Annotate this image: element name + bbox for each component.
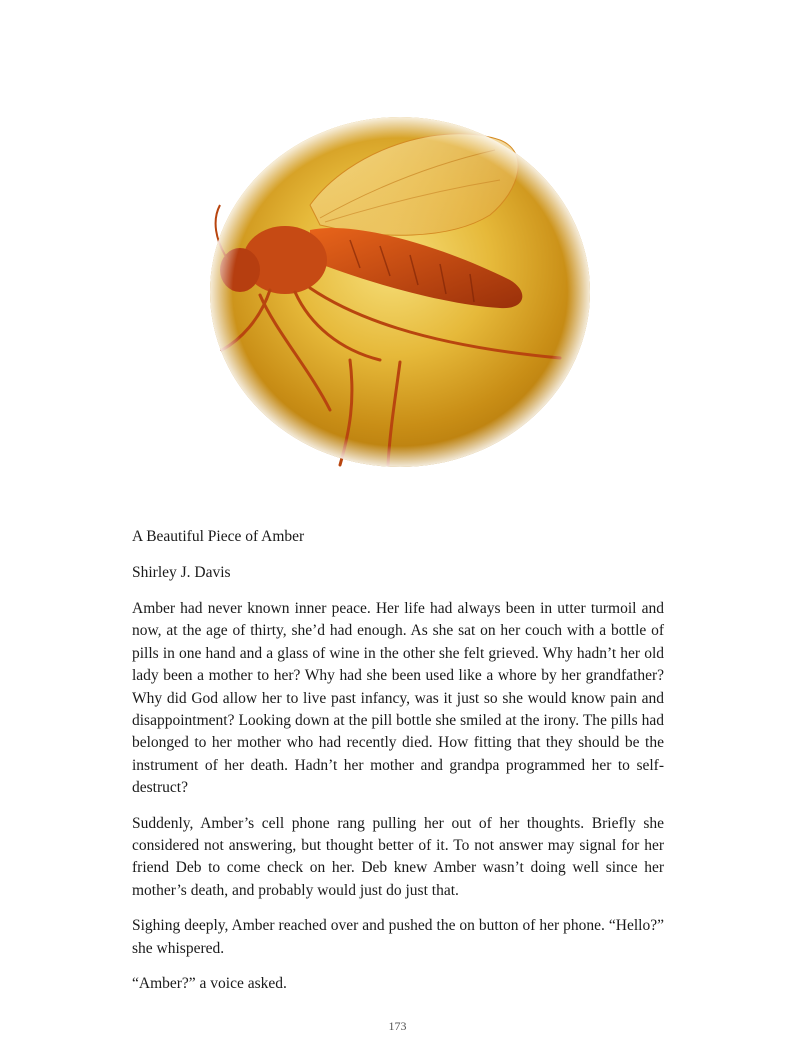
paragraph: Amber had never known inner peace. Her life had always been in utter turmoil and now, at the age of thirty, she’d had enough. As she sat on her couch with a bottle of pills in one hand and a glass of wine in the other she felt grieved. Why hadn’t her old lady been a mother to her? Why had she been used like a whore by her grandfather? Why did God allow her to live past infancy, was it just so she would know pain and disappointment? Looking down at the pill bottle she smiled at the irony. The pills had belonged to her mother who had recently died. How fitting that they should be the instrument of her death. Hadn’t her mother and grandpa programmed her to self-destruct? [132, 600, 664, 797]
amber-insect-image [200, 110, 600, 475]
page-number: 173 [388, 1019, 407, 1033]
story-title: A Beautiful Piece of Amber [132, 528, 305, 545]
story-author: Shirley J. Davis [132, 564, 231, 581]
story-text [132, 526, 664, 1009]
paragraph: Sighing deeply, Amber reached over and pushed the on button of her phone. “Hello?” she whispered. [132, 917, 664, 957]
amber-insect-illustration [200, 110, 600, 475]
paragraph: Suddenly, Amber’s cell phone rang pulling her out of her thoughts. Briefly she considered not answering, but thought better of it. To not answer may signal for her friend Deb to come check on her. Deb knew Amber wasn’t doing well since her mother’s death, and probably would just do just that. [132, 814, 664, 899]
paragraph: “Amber?” a voice asked. [132, 975, 287, 993]
